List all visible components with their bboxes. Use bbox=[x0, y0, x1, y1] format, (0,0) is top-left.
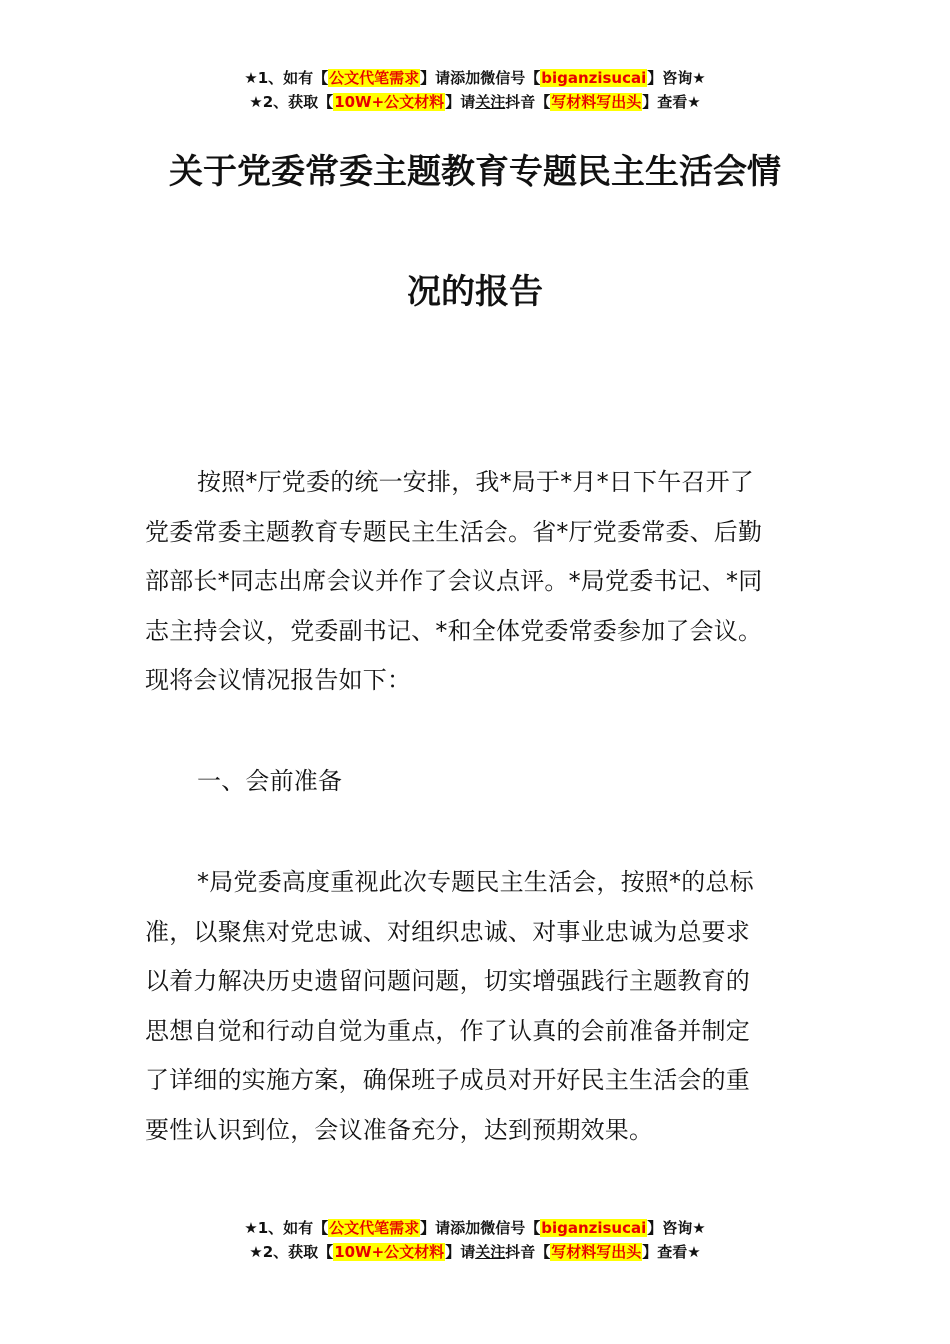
banner-text: ★2、获取【 bbox=[249, 1243, 334, 1261]
banner-text: 】查看★ bbox=[642, 1243, 701, 1261]
paragraph-line: 以着力解决历史遗留问题问题，切实增强践行主题教育的 bbox=[145, 967, 750, 995]
banner-text: 】咨询★ bbox=[647, 69, 706, 87]
intro-paragraph bbox=[145, 458, 807, 706]
paragraph-line: 现将会议情况报告如下： bbox=[145, 666, 412, 694]
banner-text: 】查看★ bbox=[642, 93, 701, 111]
paragraph-line: 准，以聚焦对党忠诚、对组织忠诚、对事业忠诚为总要求 bbox=[145, 917, 750, 946]
banner-line-2 bbox=[0, 1240, 950, 1264]
banner-text: 】请添 bbox=[420, 69, 466, 87]
document-title-line-1: 关于党委常委主题教育专题民主生活会情 bbox=[169, 152, 781, 192]
preparation-paragraph bbox=[145, 858, 807, 1155]
paragraph-line: 按照*厅党委的统一安排，我*局于*月*日下午召开了 bbox=[197, 468, 754, 496]
paragraph-line: 部部长*同志出席会议并作了会议点评。*局党委书记、*同 bbox=[145, 567, 763, 595]
highlight-wechat-id: biganzisucai bbox=[541, 1219, 647, 1237]
top-banner bbox=[0, 66, 950, 114]
banner-line-1 bbox=[0, 1216, 950, 1240]
highlight-materials: 10W+公文材料 bbox=[334, 1243, 445, 1261]
paragraph-line: 思想自觉和行动自觉为重点，作了认真的会前准备并制定 bbox=[145, 1016, 750, 1045]
document-title-line-2: 况的报告 bbox=[407, 272, 543, 312]
banner-text: ★1、如有【 bbox=[244, 69, 329, 87]
banner-text: 加 bbox=[465, 1219, 481, 1237]
banner-text: 关注 bbox=[475, 1243, 506, 1261]
section-heading-text: 一、会前准备 bbox=[197, 767, 343, 795]
highlight-materials: 10W+公文材料 bbox=[334, 93, 445, 111]
highlight-ghostwriting: 公文代笔需求 bbox=[329, 69, 420, 87]
banner-text: 抖音【 bbox=[505, 1243, 551, 1261]
highlight-douyin: 写材料写出头 bbox=[551, 1243, 642, 1261]
highlight-wechat-id: biganzisucai bbox=[541, 69, 647, 87]
paragraph-line: 党委常委主题教育专题民主生活会。省*厅党委常委、后勤 bbox=[145, 517, 763, 546]
bottom-banner bbox=[0, 1216, 950, 1264]
banner-text: ★1、如有【 bbox=[244, 1219, 329, 1237]
banner-text: 加 bbox=[465, 69, 481, 87]
banner-line-2 bbox=[0, 90, 950, 114]
banner-text: 关注 bbox=[475, 93, 506, 111]
highlight-ghostwriting: 公文代笔需求 bbox=[329, 1219, 420, 1237]
banner-line-1 bbox=[0, 66, 950, 90]
banner-text: ★2、获取【 bbox=[249, 93, 334, 111]
banner-text: 】请 bbox=[445, 93, 476, 111]
highlight-douyin: 写材料写出头 bbox=[551, 93, 642, 111]
banner-text: 抖音【 bbox=[505, 93, 551, 111]
banner-text: 】咨询★ bbox=[647, 1219, 706, 1237]
paragraph-line: 志主持会议，党委副书记、*和全体党委常委参加了会议。 bbox=[145, 616, 763, 645]
paragraph-line: 了详细的实施方案，确保班子成员对开好民主生活会的重 bbox=[145, 1066, 750, 1094]
paragraph-line: 要性认识到位，会议准备充分，达到预期效果。 bbox=[145, 1115, 654, 1144]
paragraph-line: *局党委高度重视此次专题民主生活会，按照*的总标 bbox=[197, 868, 754, 896]
banner-text: 】请添 bbox=[420, 1219, 466, 1237]
banner-text: 】请 bbox=[445, 1243, 476, 1261]
banner-text: 微信号【 bbox=[480, 1219, 541, 1237]
section-heading bbox=[145, 757, 807, 807]
banner-text: 微信号【 bbox=[480, 69, 541, 87]
